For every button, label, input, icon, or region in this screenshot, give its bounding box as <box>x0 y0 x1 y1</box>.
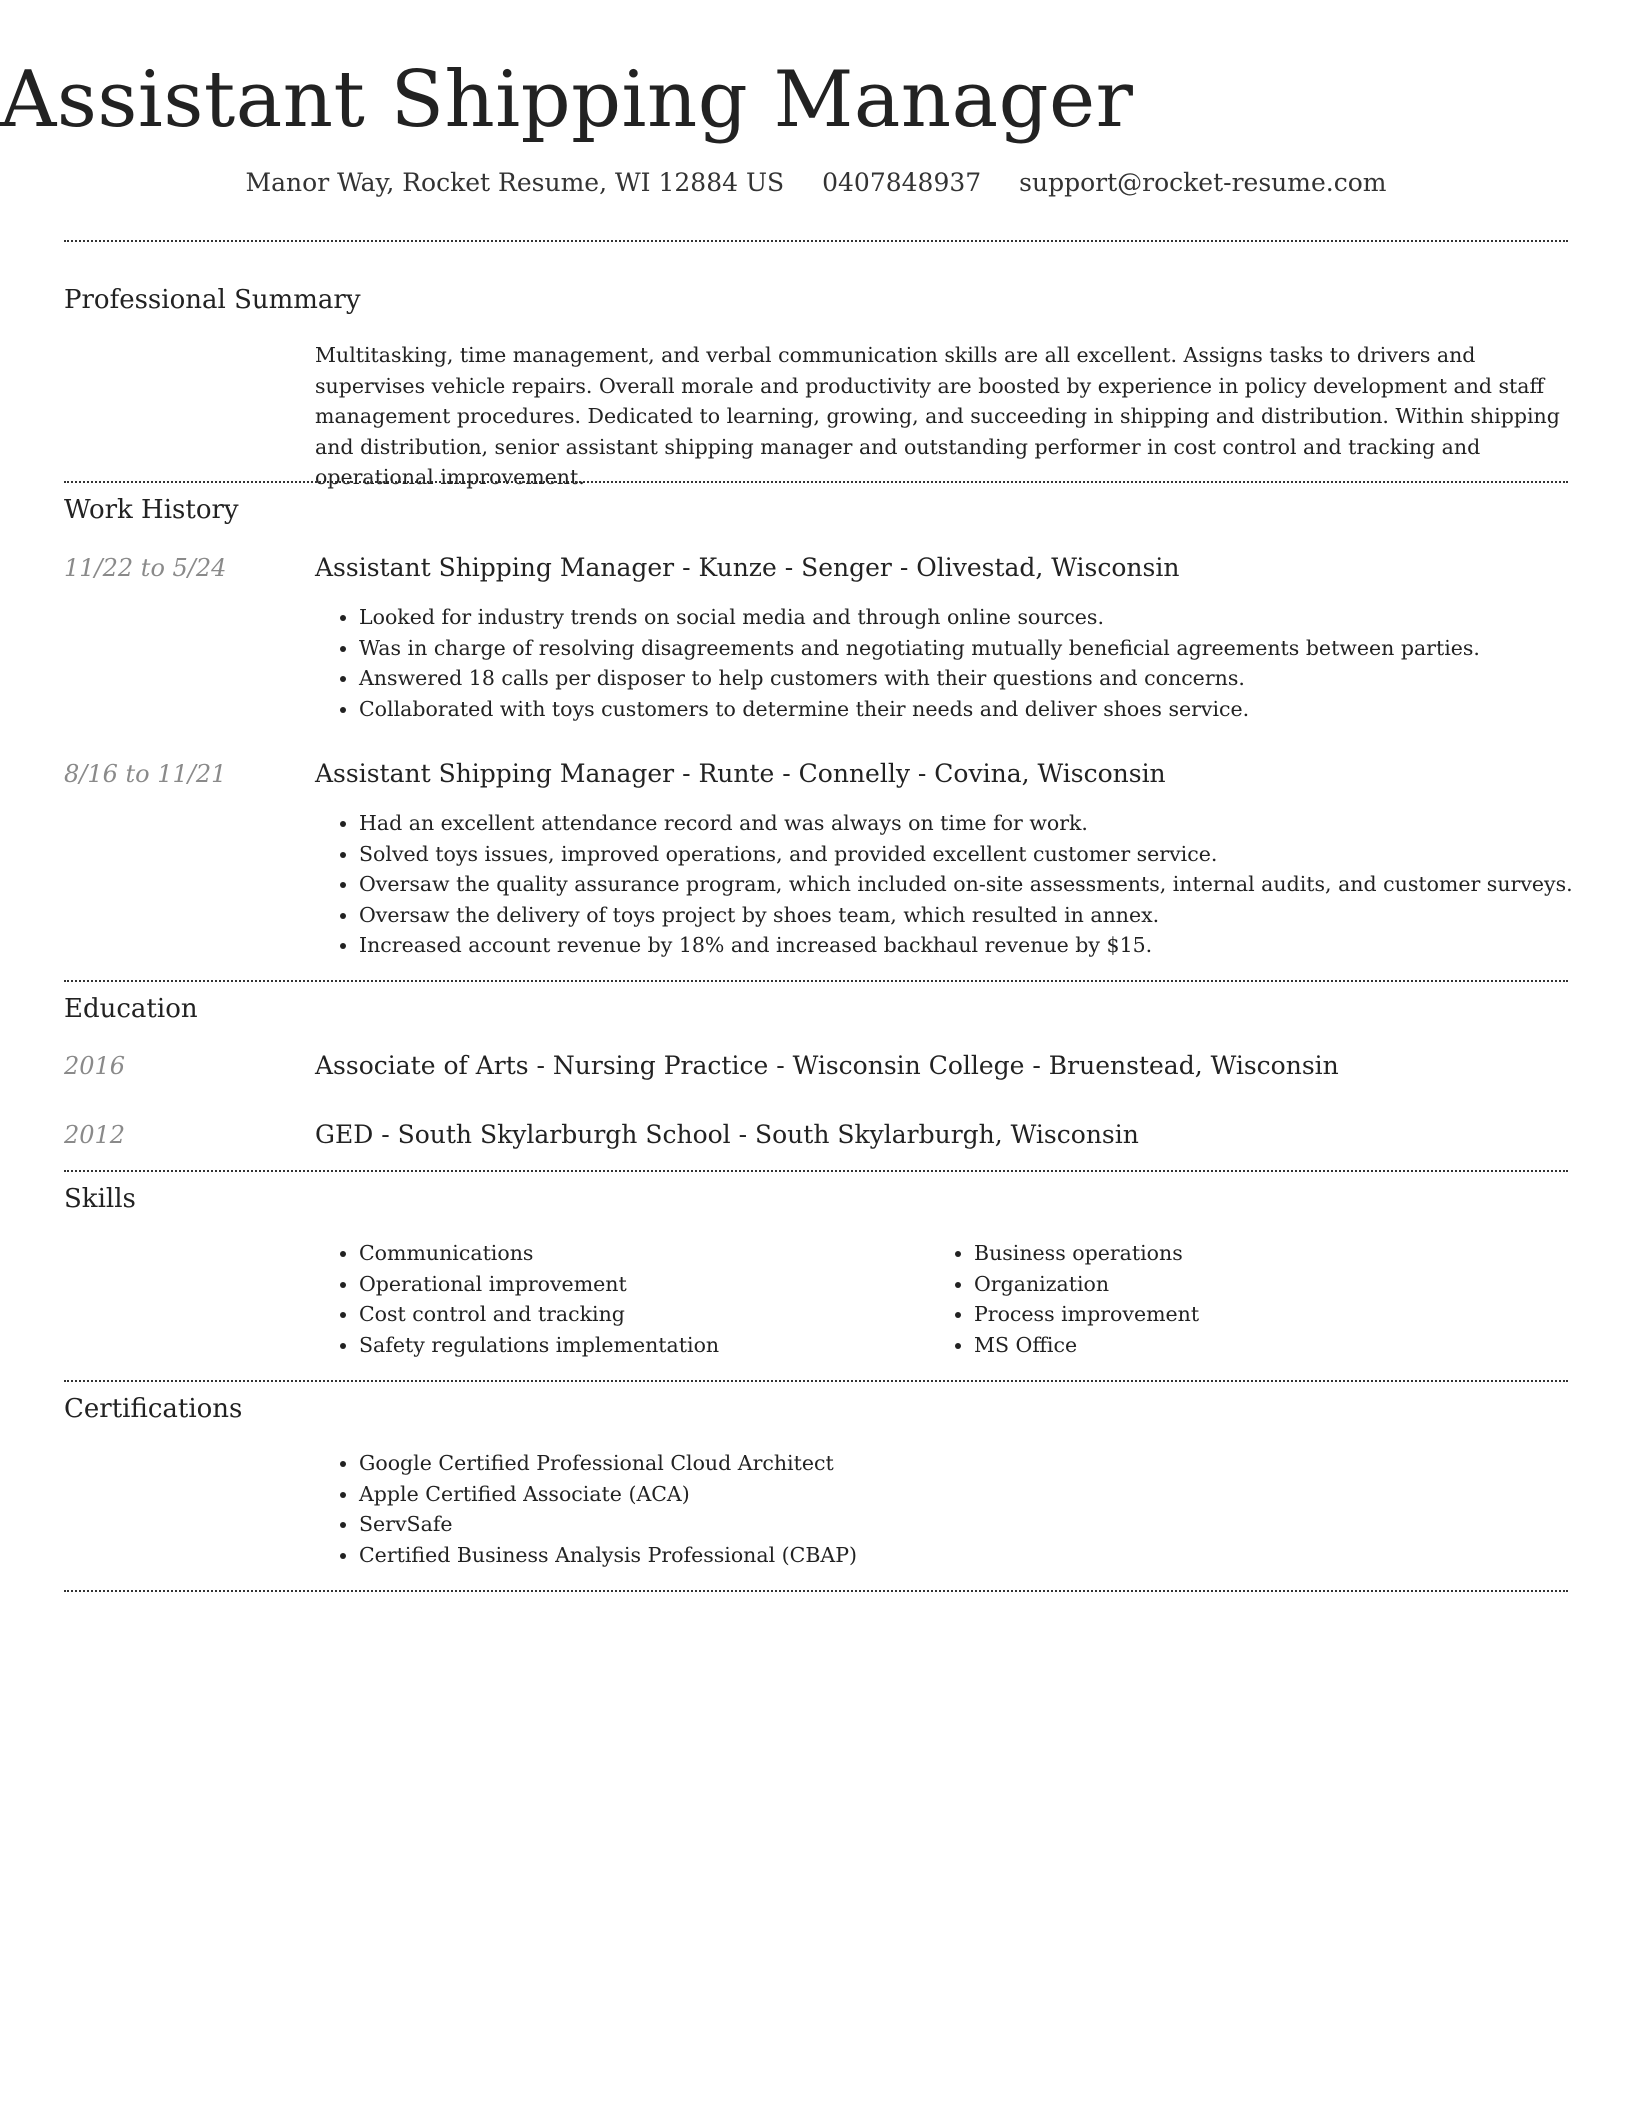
education-entry <box>315 1118 1139 1152</box>
job-bullets <box>315 808 1573 961</box>
job-bullet: • Was in charge of resolving disagreements and negotiating mutually beneficial agreements between parties. <box>359 633 1480 664</box>
skill-item: • Business operations <box>974 1238 1199 1269</box>
resume-title: Assistant Shipping Manager <box>0 55 1134 145</box>
skill-item: • Safety regulations implementation <box>359 1330 719 1361</box>
education-degree: GED <box>315 1120 374 1149</box>
education-school: - South Skylarburgh School - South Skylarburgh, Wisconsin <box>373 1120 1139 1149</box>
skills-list-right <box>930 1238 1199 1360</box>
job-bullet: • Answered 18 calls per disposer to help customers with their questions and concerns. <box>359 663 1480 694</box>
skills-list-left <box>315 1238 719 1360</box>
summary-text: Multitasking, time management, and verbal communication skills are all excellent. Assigns tasks to drivers and supervises vehicle repairs. Overall morale and productivity are boosted by experience in policy development and staff management procedures. Dedicated to learning, growing, and succeeding in shipping and distribution. Within shipping and distribution, senior assistant shipping manager and outstanding performer in cost control and tracking and operational improvement. <box>315 343 1560 489</box>
section-title-work-history: Work History <box>64 495 239 525</box>
section-title-education: Education <box>64 994 198 1024</box>
skill-item: • MS Office <box>974 1330 1199 1361</box>
contact-phone: 0407848937 <box>822 168 982 197</box>
job-dates: 11/22 to 5/24 <box>64 554 227 582</box>
skill-item: • Operational improvement <box>359 1269 719 1300</box>
education-school: - Wisconsin College - Bruenstead, Wisconsin <box>768 1051 1339 1080</box>
job-bullet: • Increased account revenue by 18% and increased backhaul revenue by $15. <box>359 930 1573 961</box>
section-title-skills: Skills <box>64 1184 136 1214</box>
skill-item: • Communications <box>359 1238 719 1269</box>
skill-item: • Cost control and tracking <box>359 1299 719 1330</box>
certifications-list <box>315 1448 857 1570</box>
divider <box>64 481 1568 483</box>
section-title-summary: Professional Summary <box>64 285 361 315</box>
certification-item: • Apple Certified Associate (ACA) <box>359 1479 857 1510</box>
certification-item: • Certified Business Analysis Professional (CBAP) <box>359 1540 857 1571</box>
job-heading: Assistant Shipping Manager - Runte - Connelly - Covina, Wisconsin <box>315 759 1166 788</box>
divider <box>64 240 1568 242</box>
skill-item: • Process improvement <box>974 1299 1199 1330</box>
contact-line <box>0 166 1632 200</box>
contact-email: support@rocket-resume.com <box>1019 168 1387 197</box>
job-bullet: • Oversaw the delivery of toys project by shoes team, which resulted in annex. <box>359 900 1573 931</box>
divider <box>64 1170 1568 1172</box>
job-bullet: • Solved toys issues, improved operations, and provided excellent customer service. <box>359 839 1573 870</box>
section-title-certifications: Certifications <box>64 1394 243 1424</box>
divider <box>64 1590 1568 1592</box>
contact-address: Manor Way, Rocket Resume, WI 12884 US <box>245 168 785 197</box>
job-heading: Assistant Shipping Manager - Kunze - Senger - Olivestad, Wisconsin <box>315 553 1180 582</box>
job-bullet: • Looked for industry trends on social media and through online sources. <box>359 602 1480 633</box>
education-degree: Associate of Arts - Nursing Practice <box>315 1051 769 1080</box>
education-entry <box>315 1049 1339 1083</box>
divider <box>64 980 1568 982</box>
job-bullets <box>315 602 1480 724</box>
skill-item: • Organization <box>974 1269 1199 1300</box>
job-bullet: • Collaborated with toys customers to determine their needs and deliver shoes service. <box>359 694 1480 725</box>
education-year: 2016 <box>64 1052 126 1080</box>
job-bullet: • Oversaw the quality assurance program, which included on-site assessments, internal audits, and customer surveys. <box>359 869 1573 900</box>
education-year: 2012 <box>64 1121 126 1149</box>
job-dates: 8/16 to 11/21 <box>64 760 227 788</box>
job-bullet: • Had an excellent attendance record and was always on time for work. <box>359 808 1573 839</box>
certification-item: • ServSafe <box>359 1509 857 1540</box>
divider <box>64 1380 1568 1382</box>
certification-item: • Google Certified Professional Cloud Architect <box>359 1448 857 1479</box>
